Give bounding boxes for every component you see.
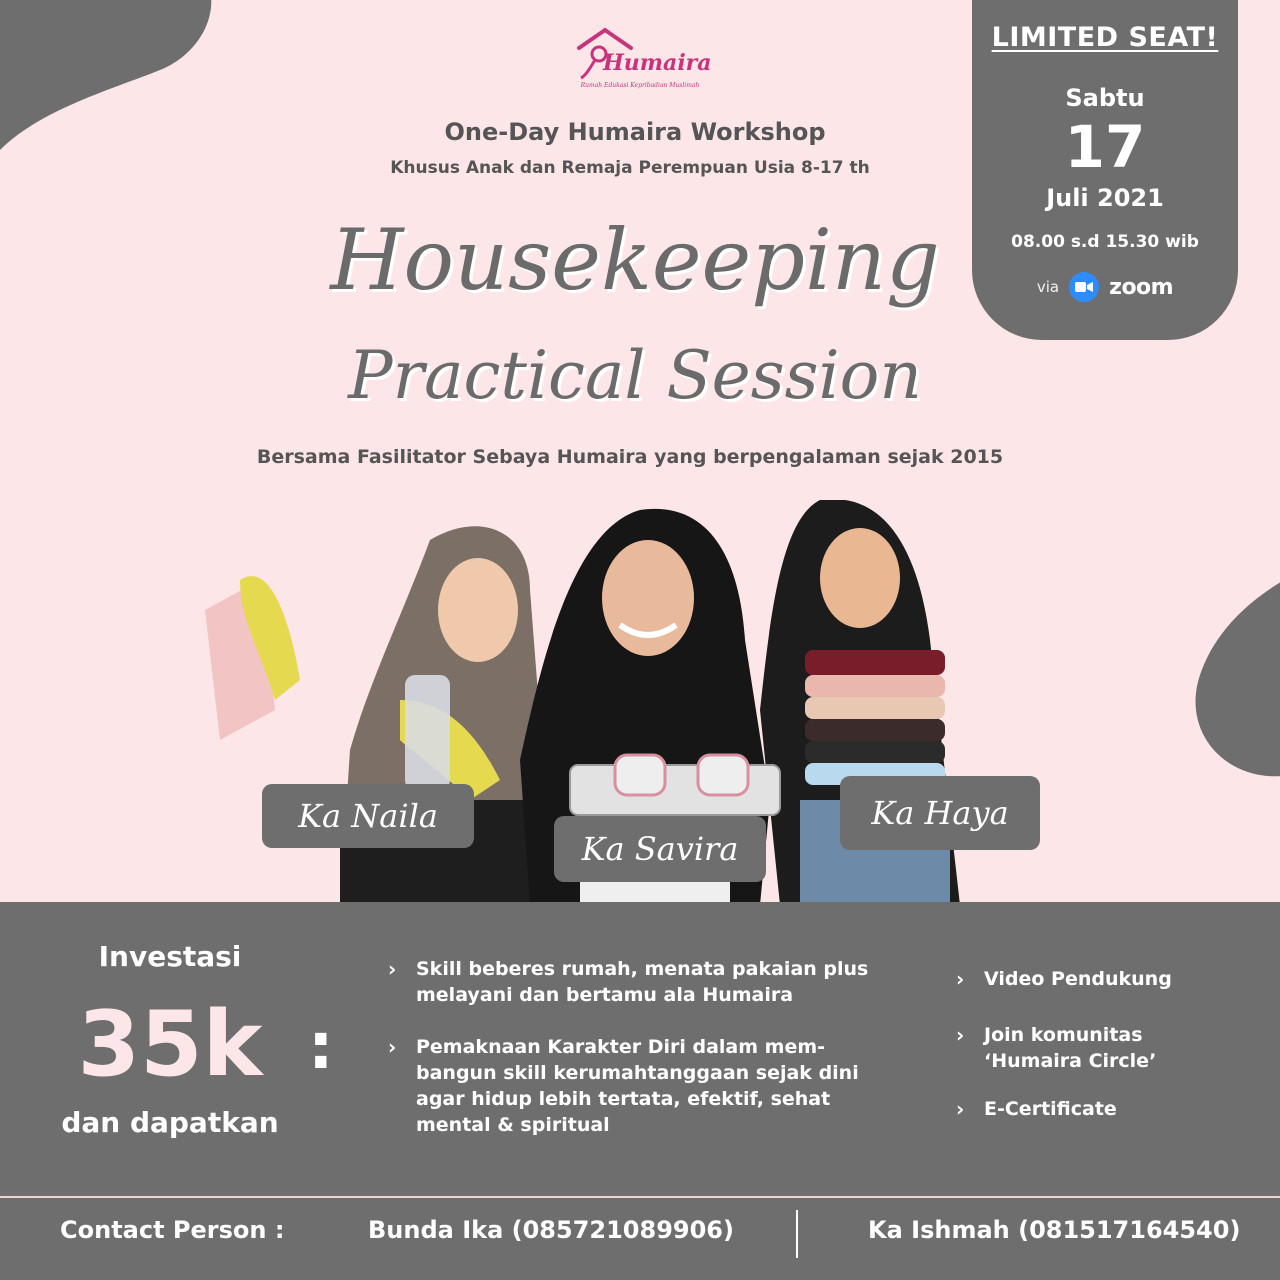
facilitator-text: Bersama Fasilitator Sebaya Humaira yang berpengalaman sejak 2015 — [256, 446, 1004, 468]
event-month-year: Juli 2021 — [1046, 184, 1164, 212]
via-label: via — [1036, 278, 1060, 296]
investment-label: Investasi — [98, 940, 242, 973]
workshop-name: One-Day Humaira Workshop — [444, 118, 826, 146]
chevron-right-icon: › — [956, 967, 965, 991]
name-tag-haya: Ka Haya — [840, 776, 1040, 850]
benefit-item — [388, 956, 886, 1008]
person-naila — [205, 526, 560, 905]
title-line-2: Practical Session — [348, 337, 922, 414]
benefit-text: Video Pendukung — [984, 968, 1172, 990]
logo-wordmark: Humaira — [603, 50, 712, 76]
event-time: 08.00 s.d 15.30 wib — [1011, 232, 1199, 252]
event-day: Sabtu — [1065, 84, 1145, 112]
benefit-text: Skill beberes rumah, menata pakaian plus melayani dan bertamu ala Humaira — [416, 958, 869, 1006]
benefit-item — [388, 1034, 866, 1138]
contact-label: Contact Person : — [60, 1216, 285, 1244]
name-tag-savira: Ka Savira — [554, 816, 766, 882]
limited-seat-label: LIMITED SEAT! — [991, 22, 1219, 53]
zoom-wordmark: zoom — [1109, 274, 1174, 300]
benefit-item — [956, 1022, 1244, 1074]
decorative-blob-right — [1170, 555, 1280, 785]
logo-tagline: Rumah Edukasi Kepribadian Muslimah — [580, 82, 700, 89]
name-tag-naila: Ka Naila — [262, 784, 474, 848]
audience-text: Khusus Anak dan Remaja Perempuan Usia 8-17 th — [390, 158, 870, 178]
benefit-item — [956, 1096, 1244, 1122]
get-label: dan dapatkan — [61, 1106, 279, 1139]
colon-separator: : — [308, 1010, 334, 1084]
benefit-text: Pemaknaan Karakter Diri dalam mem-bangun skill kerumahtanggaan sejak dini agar hidup lebih tertata, efektif, sehat mental & spiritual — [416, 1036, 859, 1136]
benefit-item — [956, 966, 1244, 992]
title-line-1: Housekeeping — [330, 211, 940, 309]
chevron-right-icon: › — [956, 1023, 965, 1047]
chevron-right-icon: › — [388, 957, 397, 981]
benefit-text: E-Certificate — [984, 1098, 1117, 1120]
vertical-divider — [796, 1210, 798, 1258]
horizontal-divider — [0, 1196, 1280, 1198]
chevron-right-icon: › — [956, 1097, 965, 1121]
benefit-text: Join komunitas ‘Humaira Circle’ — [984, 1024, 1157, 1072]
chevron-right-icon: › — [388, 1035, 397, 1059]
event-date: 17 — [1064, 113, 1146, 181]
contact-person-2: Ka Ishmah (081517164540) — [868, 1216, 1241, 1244]
humaira-logo — [575, 26, 712, 98]
contact-person-1: Bunda Ika (085721089906) — [368, 1216, 734, 1244]
price-value: 35k — [77, 992, 263, 1097]
